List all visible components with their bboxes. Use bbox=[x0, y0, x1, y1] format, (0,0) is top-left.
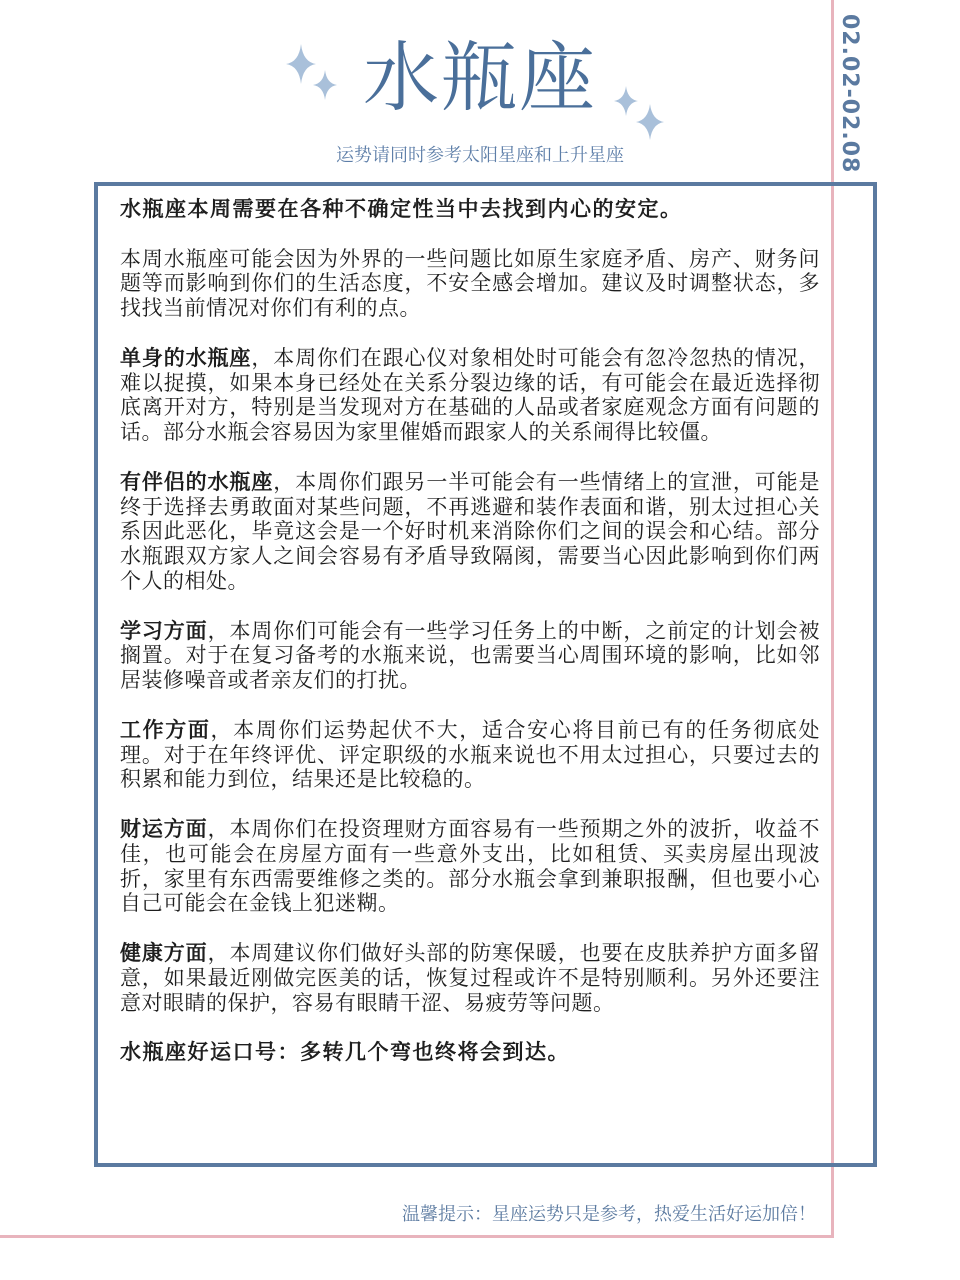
section-finance bbox=[120, 817, 820, 916]
slogan: 水瓶座好运口号：多转几个弯也终将会到达。 bbox=[120, 1040, 570, 1065]
date-range: 02.02-02.08 bbox=[837, 14, 862, 174]
section-text: ，本周你们跟另一半可能会有一些情绪上的宣泄，可能是终于选择去勇敢面对某些问题，不再逃避和装作表面和谐，别太过担心关系因此恶化，毕竟这会是一个好时机来消除你们之间的误会和心结。部分水瓶跟双方家人之间会容易有矛盾导致隔阂，需要当心因此影响到你们两个人的相处。 bbox=[120, 469, 821, 593]
section-label: 单身的水瓶座 bbox=[120, 345, 252, 370]
section-label: 财运方面 bbox=[120, 816, 208, 841]
intro-paragraph: 本周水瓶座可能会因为外界的一些问题比如原生家庭矛盾、房产、财务问题等而影响到你们的生活态度，不安全感会增加。建议及时调整状态，多找找当前情况对你们有利的点。 bbox=[120, 246, 820, 321]
sparkle-icon bbox=[636, 104, 664, 140]
section-text: ，本周你们在投资理财方面容易有一些预期之外的波折，收益不佳，也可能会在房屋方面有一些意外支出，比如租赁、买卖房屋出现波折，家里有东西需要维修之类的。部分水瓶会拿到兼职报酬，但也要小心自己可能会在金钱上犯迷糊。 bbox=[120, 816, 821, 916]
page-subtitle: 运势请同时参考太阳星座和上升星座 bbox=[336, 145, 624, 166]
section-text: ，本周你们可能会有一些学习任务上的中断，之前定的计划会被搁置。对于在复习备考的水瓶来说，也需要当心周围环境的影响，比如邻居装修噪音或者亲友们的打扰。 bbox=[120, 618, 821, 693]
pink-horizontal-line bbox=[0, 1235, 834, 1238]
section-label: 工作方面 bbox=[120, 717, 211, 742]
section-text: ，本周你们在跟心仪对象相处时可能会有忽冷忽热的情况，难以捉摸，如果本身已经处在关系分裂边缘的话，有可能会在最近选择彻底离开对方，特别是当发现对方在基础的人品或者家庭观念方面有问题的话。部分水瓶会容易因为家里催婚而跟家人的关系闹得比较僵。 bbox=[120, 345, 821, 445]
sparkle-icon bbox=[286, 44, 316, 84]
section-partnered bbox=[120, 470, 820, 594]
section-label: 学习方面 bbox=[120, 618, 208, 643]
section-health bbox=[120, 941, 820, 1015]
headline: 水瓶座本周需要在各种不确定性当中去找到内心的安定。 bbox=[120, 197, 683, 221]
section-work bbox=[120, 718, 820, 792]
horoscope-content bbox=[120, 197, 820, 1090]
page-title: 水瓶座 bbox=[363, 33, 597, 122]
section-text: ，本周建议你们做好头部的防寒保暖，也要在皮肤养护方面多留意，如果最近刚做完医美的话，恢复过程或许不是特别顺利。另外还要注意对眼睛的保护，容易有眼睛干涩、易疲劳等问题。 bbox=[120, 940, 821, 1015]
footer-tip: 温馨提示：星座运势只是参考，热爱生活好运加倍！ bbox=[402, 1204, 816, 1225]
sparkle-icon bbox=[313, 70, 337, 100]
section-study bbox=[120, 619, 820, 693]
section-single bbox=[120, 346, 820, 445]
section-label: 有伴侣的水瓶座 bbox=[120, 469, 274, 494]
section-label: 健康方面 bbox=[120, 940, 208, 965]
sparkle-icon bbox=[614, 86, 638, 116]
section-text: ，本周你们运势起伏不大，适合安心将目前已有的任务彻底处理。对于在年终评优、评定职级的水瓶来说也不用太过担心，只要过去的积累和能力到位，结果还是比较稳的。 bbox=[120, 717, 820, 792]
